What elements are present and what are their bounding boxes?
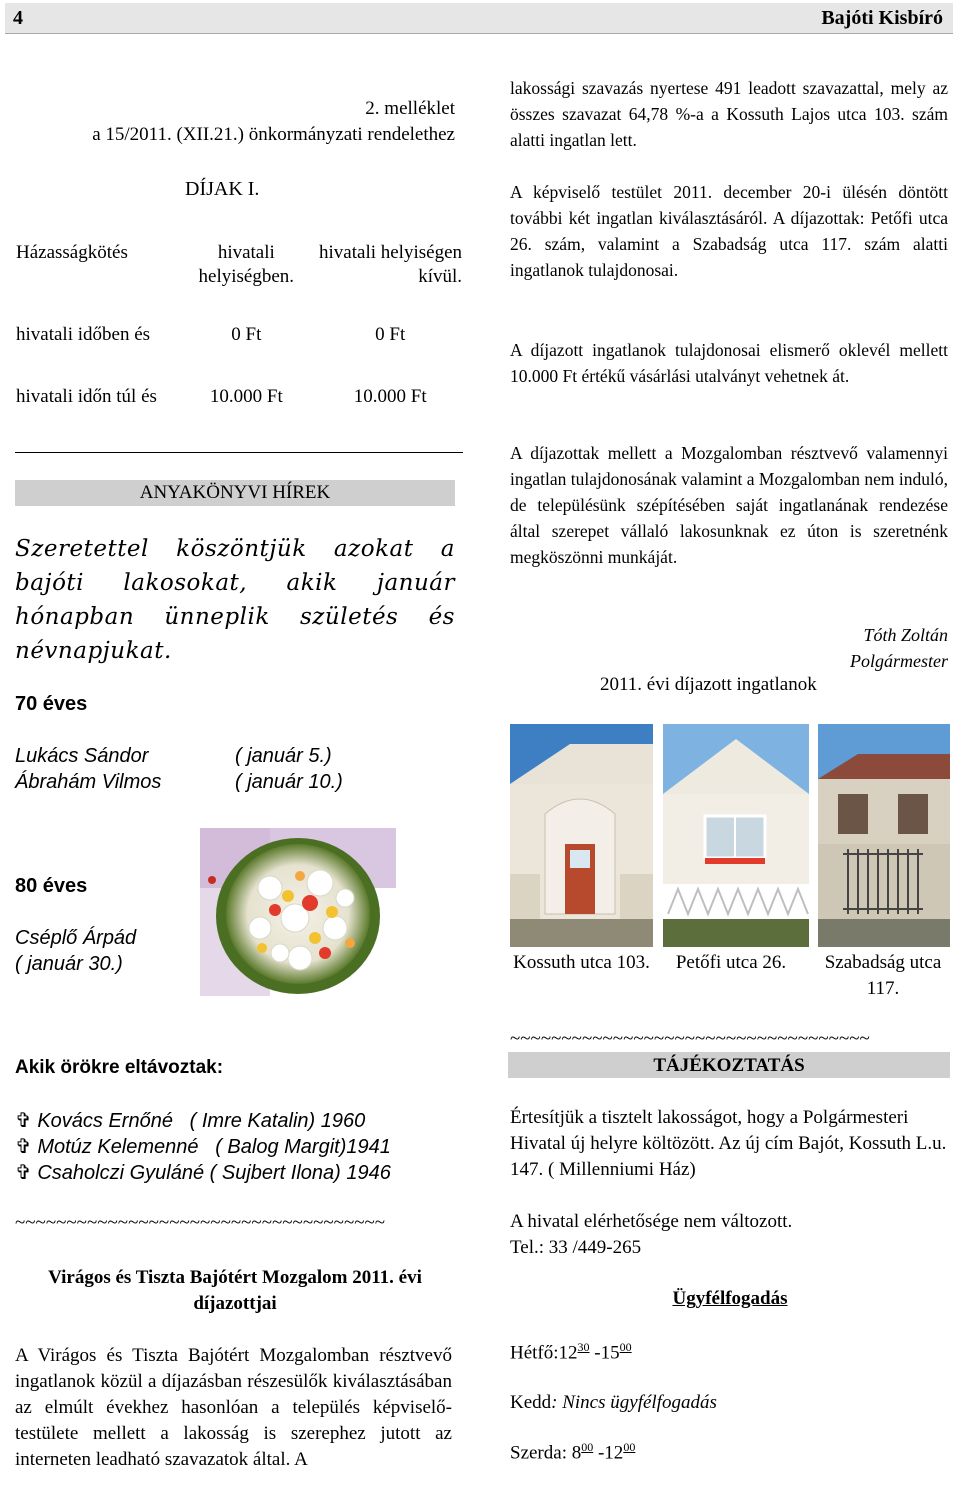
fees-table-bottom-border <box>15 452 463 453</box>
birthday-name: Cséplő Árpád <box>15 927 137 949</box>
fees-col1-header: hivatali helyiségben. <box>198 242 295 287</box>
fees-table <box>15 240 463 410</box>
hours-monday <box>510 1340 632 1364</box>
info-heading: TÁJÉKOZTATÁS <box>508 1052 950 1078</box>
contest-paragraph: A díjazott ingatlanok tulajdonosai elismerő oklevél mellett 10.000 Ft értékű vásárlási utalványt vehetnek át. <box>510 340 948 386</box>
house-photo-kossuth <box>510 724 653 947</box>
birthday-name: Ábrahám Vilmos <box>15 771 162 793</box>
publication-title: Bajóti Kisbíró <box>821 7 943 29</box>
birthday-name: Lukács Sándor <box>15 745 149 767</box>
signature-name: Tóth Zoltán <box>863 625 948 645</box>
fees-row-label: hivatali időben és <box>16 324 151 345</box>
cross-icon: ✞ <box>15 1110 32 1132</box>
page-header <box>5 3 953 34</box>
photo-caption: Petőfi utca 26. <box>675 952 787 973</box>
separator: ~~~~~~~~~~~~~~~~~~~~~~~~~~~~~~~~~~~~ <box>15 1212 386 1233</box>
hours-label: Kedd <box>510 1392 552 1413</box>
info-phone: Tel.: 33 /449-265 <box>510 1237 642 1258</box>
contest-paragraph: lakossági szavazás nyertese 491 leadott szavazattal, mely az összes szavazat 64,78 %-a a Kossuth Lajos utca 103. szám alatti ingatlan lett. <box>510 78 948 150</box>
office-hours-heading: Ügyfélfogadás <box>672 1288 788 1309</box>
hours-minutes: 00 <box>581 1440 594 1454</box>
fees-col0-header: Házasságkötés <box>16 242 128 263</box>
deceased-item: ✞ Csaholczi Gyuláné ( Sujbert Ilona) 1946 <box>15 1162 391 1184</box>
annex-line1: 2. melléklet <box>365 98 455 119</box>
hours-minutes: 00 <box>623 1440 636 1454</box>
hours-minutes: 00 <box>619 1340 632 1354</box>
annex-line2: a 15/2011. (XII.21.) önkormányzati rendelethez <box>92 124 455 145</box>
hours-tuesday <box>510 1392 717 1414</box>
signature-title: Polgármester <box>850 651 948 671</box>
contest-paragraph: A Virágos és Tiszta Bajótért Mozgalomban résztvevő ingatlanok közül a díjazásban részesülők kiválasztásában az elmúlt évekhez hasonlóan a település képviselő-testülete mellett a lakosság is szerephez jutott az interneten leadható szavazatok által. A <box>15 1345 452 1470</box>
fees-row-value: 10.000 Ft <box>353 386 427 407</box>
page-number: 4 <box>13 7 23 29</box>
birthday-date: ( január 30.) <box>15 953 123 975</box>
deceased-list <box>15 1108 391 1186</box>
hours-wednesday <box>510 1440 635 1464</box>
contest-title: Virágos és Tiszta Bajótért Mozgalom 2011. évi díjazottjai <box>48 1267 422 1314</box>
cross-icon: ✞ <box>15 1162 32 1184</box>
hours-label: Szerda: 8 <box>510 1442 582 1464</box>
signature <box>510 622 948 674</box>
greeting-text: Szeretettel köszöntjük azokat a bajóti lakosokat, akik január hónapban ünneplik születés és névnapjukat. <box>15 536 455 664</box>
contest-paragraph: A díjazottak mellett a Mozgalomban résztvevő valamennyi ingatlan tulajdonosának valamint a Mozgalomban nem induló, de településünk szépítésében saját ingatlanának rendezése által szerepet vállaló lakosunknak ez úton is szeretnénk megköszönni munkáját. <box>510 443 948 567</box>
fees-row-label: hivatali időn túl és <box>16 386 157 407</box>
birthday-date: ( január 5.) <box>235 745 332 767</box>
info-paragraph: A hivatal elérhetősége nem változott. <box>510 1211 793 1232</box>
fees-row-value: 0 Ft <box>231 324 262 345</box>
fees-title: DÍJAK I. <box>185 178 260 200</box>
registry-news-heading: ANYAKÖNYVI HÍREK <box>15 480 455 506</box>
photo-caption: Szabadság utca 117. <box>824 952 942 999</box>
contest-paragraph: A képviselő testület 2011. december 20-i ülésén döntött további két ingatlan kiválasztásáról. A díjazottak: Petőfi utca 26. szám, valamint a Szabadság utca 117. szám alatti ingatlanok tulajdonosai. <box>510 182 948 280</box>
fees-col2-header: hivatali helyiségen kívül. <box>319 242 462 287</box>
age-70-heading: 70 éves <box>15 693 88 715</box>
age-80-heading: 80 éves <box>15 875 88 897</box>
house-photo-petofi <box>663 724 809 947</box>
hours-label: -12 <box>593 1442 624 1464</box>
flower-bouquet-image <box>200 828 396 996</box>
hours-label: -15 <box>589 1342 620 1364</box>
hours-note: : Nincs ügyfélfogadás <box>551 1392 717 1413</box>
birthday-date: ( január 10.) <box>235 771 343 793</box>
hours-minutes: 30 <box>577 1340 590 1354</box>
hours-label: Hétfő:12 <box>510 1342 578 1364</box>
fees-row-value: 0 Ft <box>375 324 406 345</box>
deceased-heading: Akik örökre eltávoztak: <box>15 1057 224 1078</box>
house-photo-szabadsag <box>818 724 950 947</box>
info-paragraph: Értesítjük a tisztelt lakosságot, hogy a Polgármesteri Hivatal új helyre költözött. Az új cím Bajót, Kossuth L.u. 147. ( Millenniumi Ház) <box>510 1107 947 1180</box>
annex-note <box>15 96 455 148</box>
photo-caption: Kossuth utca 103. <box>513 952 650 973</box>
photos-caption: 2011. évi díjazott ingatlanok <box>600 674 817 695</box>
deceased-item: ✞ Kovács Ernőné ( Imre Katalin) 1960 <box>15 1110 366 1132</box>
cross-icon: ✞ <box>15 1136 32 1158</box>
separator: ~~~~~~~~~~~~~~~~~~~~~~~~~~~~~~~~~~~ <box>510 1028 870 1049</box>
deceased-item: ✞ Motúz Kelemenné ( Balog Margit)1941 <box>15 1136 391 1158</box>
fees-row-value: 10.000 Ft <box>209 386 283 407</box>
